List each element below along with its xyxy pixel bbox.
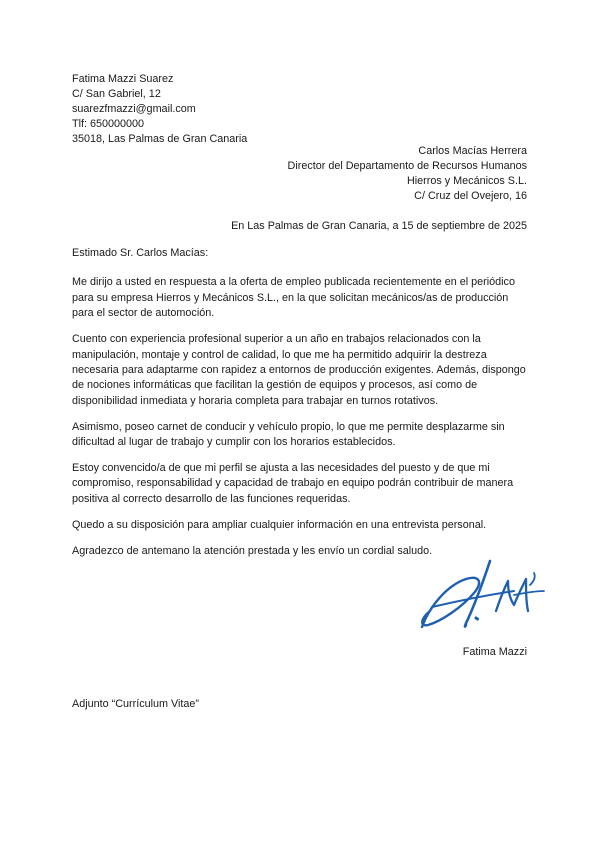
paragraph-fit: Estoy convencido/a de que mi perfil se ajusta a las necesidades del puesto y de que mi compromiso, responsabilidad y capacidad de trabajo en equipo podrán contribuir de manera positiva al correcto desarrollo de las funciones requeridas. [72,461,514,505]
letter-body [72,246,528,570]
paragraph-experience: Cuento con experiencia profesional superior a un año en trabajos relacionados con la manipulación, montaje y control de calidad, lo que me ha permitido adquirir la destreza necesaria para adaptarme con rapidez a entornos de producción exigentes. Además, dispongo de nociones informáticas que facilitan la gestión de equipos y procesos, así como de disponibilidad inmediata y horaria completa para trabajar en turnos rotativos. [72,333,526,407]
paragraph-closing: Agradezco de antemano la atención prestada y les envío un cordial saludo. [72,544,433,557]
paragraph-license: Asimismo, poseo carnet de conducir y vehículo propio, lo que me permite desplazarme sin dificultad al lugar de trabajo y cumplir con los horarios establecidos. [72,420,505,449]
sender-block [72,72,247,147]
recipient-company: Hierros y Mecánicos S.L. [406,175,527,187]
letter-date: En Las Palmas de Gran Canaria, a 15 de septiembre de 2025 [231,220,527,232]
recipient-name: Carlos Macías Herrera [418,145,527,157]
paragraph-intro: Me dirijo a usted en respuesta a la oferta de empleo publicada recientemente en el periódico para su empresa Hierros y Mecánicos S.L., en la que solicitan mecánicos/as de producción para el sector de automoción. [72,276,515,320]
paragraph-availability: Quedo a su disposición para ampliar cualquier información en una entrevista personal. [72,518,487,531]
recipient-address: C/ Cruz del Ovejero, 16 [414,190,527,202]
sender-phone: Tlf: 650000000 [72,118,145,130]
attachment-note: Adjunto “Currículum Vitae” [72,698,200,710]
sender-city: 35018, Las Palmas de Gran Canaria [72,133,248,145]
sender-address: C/ San Gabriel, 12 [72,88,161,100]
handwritten-signature [418,555,548,637]
salutation: Estimado Sr. Carlos Macías: [72,247,209,259]
sender-name: Fatima Mazzi Suarez [72,73,174,85]
sender-email: suarezfmazzi@gmail.com [72,103,196,115]
recipient-block [288,144,527,204]
signature-name: Fatima Mazzi [462,646,527,658]
recipient-position: Director del Departamento de Recursos Humanos [287,160,527,172]
